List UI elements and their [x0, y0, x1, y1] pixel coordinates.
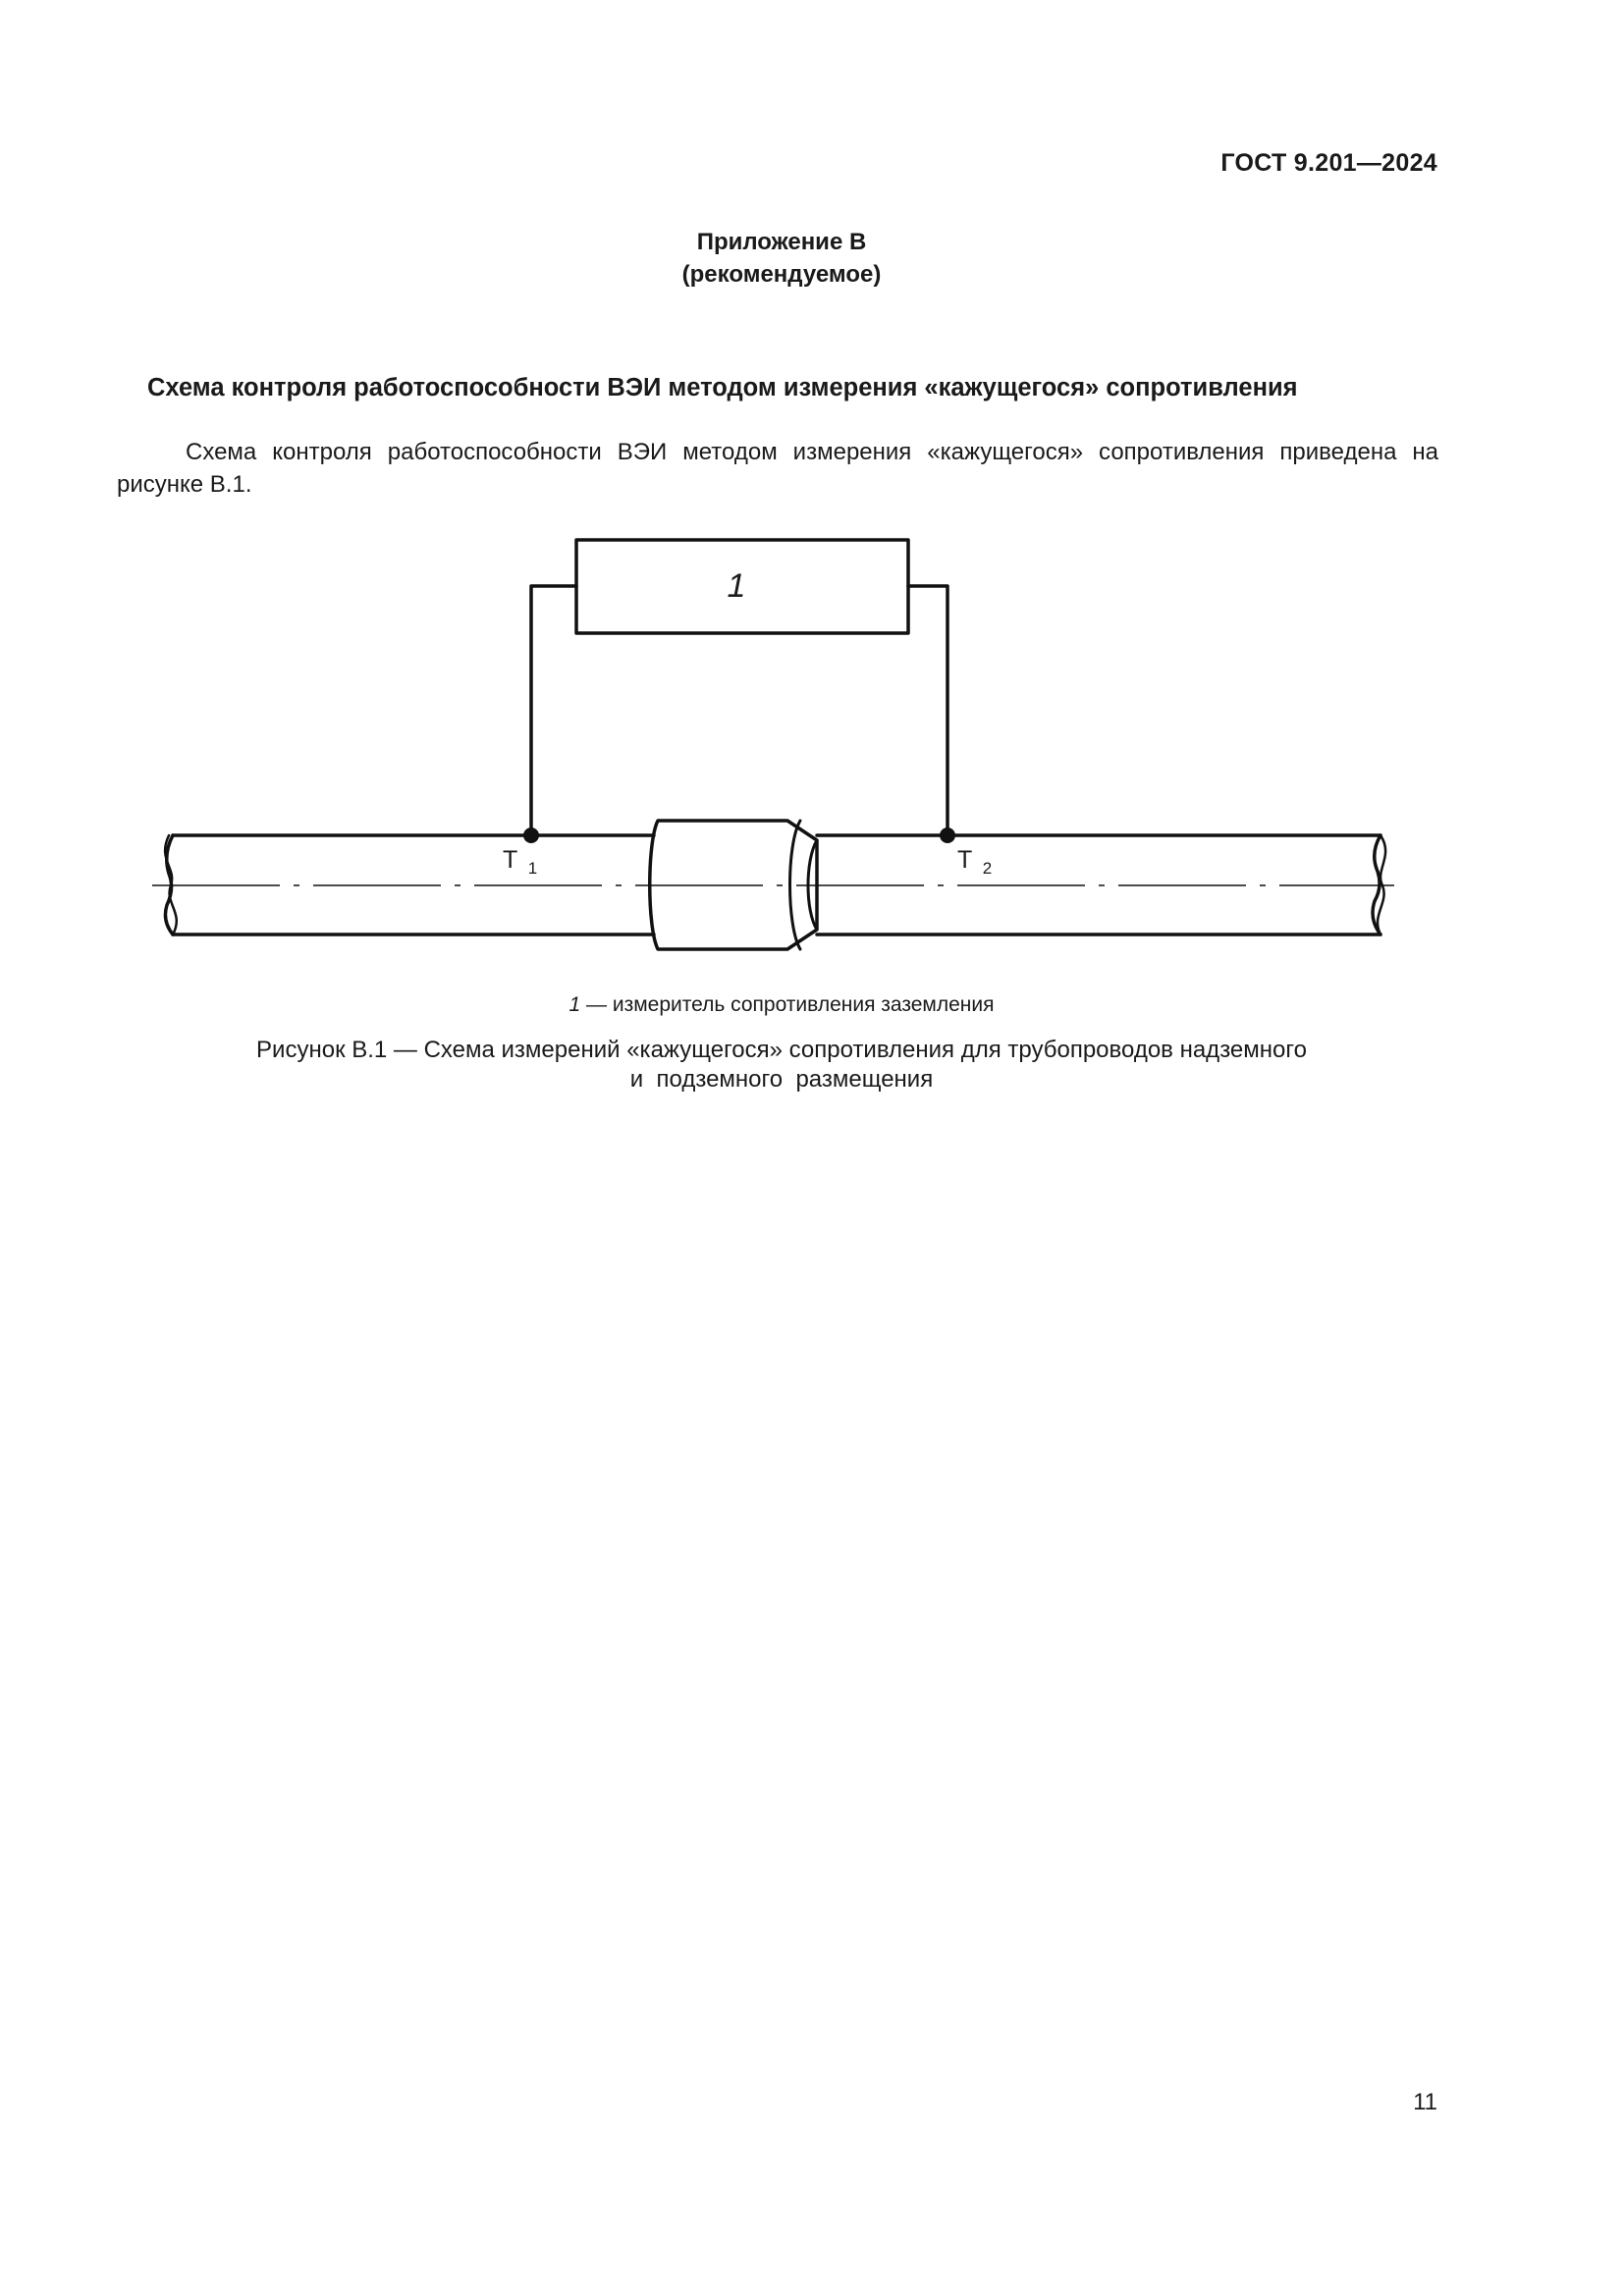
- figure-caption: [0, 1036, 1563, 1095]
- point-t1-index: 1: [527, 859, 538, 878]
- caption-line-2: и подземного размещения: [629, 1066, 934, 1093]
- point-t2-label: [957, 846, 992, 878]
- legend-text: — измеритель сопротивления заземления: [580, 993, 995, 1016]
- connection-point-t2: [940, 828, 955, 843]
- connection-point-t1: [523, 828, 539, 843]
- device-number-label: 1: [727, 567, 746, 605]
- section-title: Схема контроля работоспособности ВЭИ методом измерения «кажущегося» сопротивления: [147, 374, 1298, 401]
- point-t2-letter: T: [957, 846, 972, 874]
- point-t1-letter: T: [503, 846, 517, 874]
- legend-number: 1: [568, 993, 581, 1016]
- pipeline-measurement-diagram: [0, 0, 1624, 982]
- caption-line-1: Рисунок В.1 — Схема измерений «кажущегося» сопротивления для трубопроводов надземного: [256, 1037, 1307, 1063]
- appendix-subtitle: (рекомендуемое): [681, 261, 882, 288]
- point-t1-label: [503, 846, 537, 878]
- wire-left: [531, 586, 576, 834]
- body-paragraph: Схема контроля работоспособности ВЭИ методом измерения «кажущегося» сопротивления приведена на рисунке В.1.: [117, 439, 1438, 498]
- point-t2-index: 2: [982, 859, 993, 878]
- document-code: ГОСТ 9.201—2024: [1220, 149, 1437, 177]
- page-number: 11: [1413, 2089, 1437, 2115]
- wire-right: [908, 586, 947, 834]
- figure-legend: [0, 993, 1563, 1017]
- appendix-title: Приложение В: [696, 229, 867, 255]
